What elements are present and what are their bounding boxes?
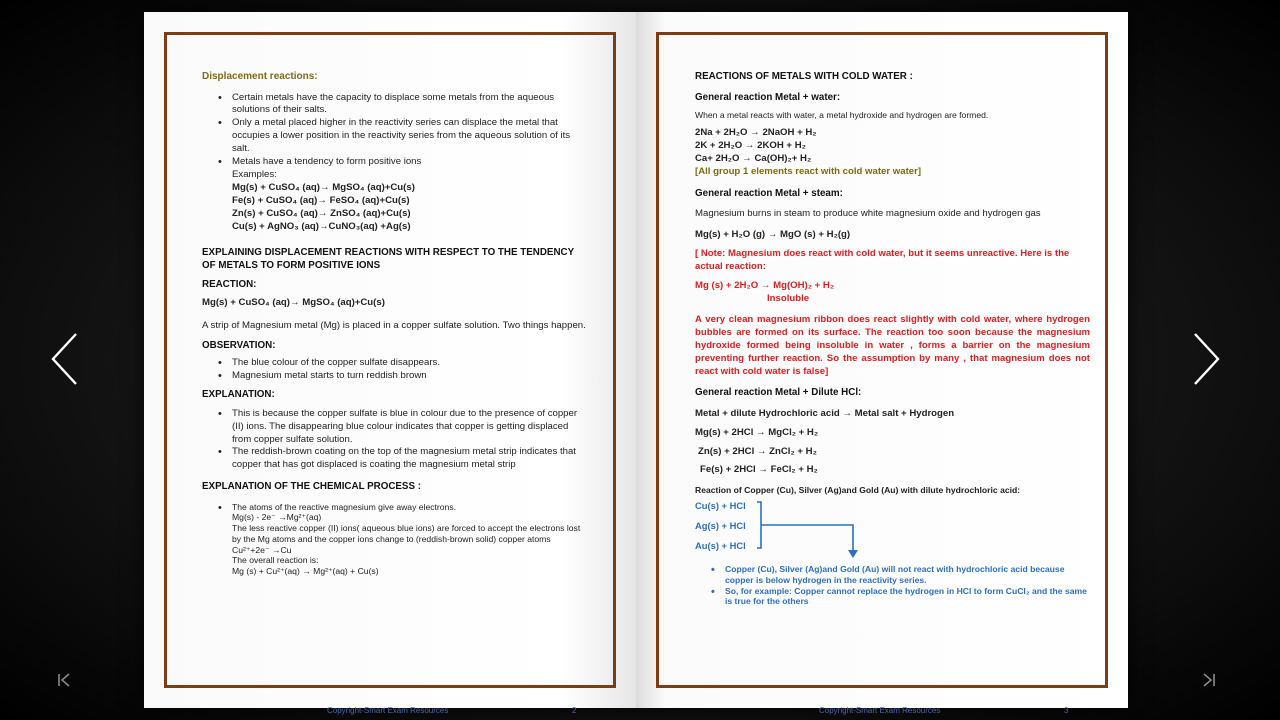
previous-page-button[interactable]	[50, 332, 80, 386]
right-page[interactable]	[636, 12, 1128, 715]
first-page-button[interactable]	[57, 672, 73, 688]
bracket-diagram	[695, 500, 1090, 564]
first-page-icon	[57, 672, 73, 688]
footer-copyright: Copyright-Smart Exam Resources	[819, 706, 941, 715]
left-page-content	[144, 12, 636, 708]
steam-paragraph: Magnesium burns in steam to produce white magnesium oxide and hydrogen gas	[695, 208, 1041, 220]
steam-equation: Mg(s) + H₂O (g) → MgO (s) + H₂(g)	[695, 229, 851, 241]
hcl-equation: Mg(s) + 2HCl → MgCl₂ + H₂	[695, 426, 819, 438]
copper-reaction-heading: Reaction of Copper (Cu), Silver (Ag)and Gold (Au) with dilute hydrochloric acid:	[695, 485, 1021, 496]
list-item: • Only a metal placed higher in the reactivity series can displace the metal that occupies a lower position in the reactivity series from the aqueous solution of its salt.	[202, 117, 586, 156]
chemical-process-label: EXPLANATION OF THE CHEMICAL PROCESS :	[202, 481, 421, 493]
magnesium-paragraph: A very clean magnesium ribbon does react slightly with cold water, where hydrogen bubbles are formed on its surface. The reaction too soon because the magnesium hydroxide formed being insoluble in water , forms a barrier on the magnesium preventing further reaction. So the assumption by many , that magnesium does not react with cold water is false]	[695, 313, 1090, 377]
list-item: • Metals have a tendency to form positive ions	[202, 156, 586, 169]
page-number: 3	[1064, 706, 1069, 715]
explanation-label: EXPLANATION:	[202, 389, 275, 401]
list-item: • Magnesium metal starts to turn reddish brown	[202, 370, 586, 383]
list-item: • So, for example: Copper cannot replace the hydrogen in HCl to form CuCl₂ and the same is true for the others	[695, 586, 1090, 607]
diagram-label: Au(s) + HCl	[695, 540, 746, 552]
next-page-button[interactable]	[1191, 332, 1221, 386]
list-item: • Certain metals have the capacity to displace some metals from the aqueous solutions of their salts.	[202, 92, 586, 118]
hcl-equation: Zn(s) + 2HCl → ZnCl₂ + H₂	[698, 445, 817, 457]
strip-paragraph: A strip of Magnesium metal (Mg) is placed in a copper sulfate solution. Two things happen.	[202, 320, 586, 332]
displacement-heading: Displacement reactions:	[202, 71, 318, 82]
process-line: Mg(s) - 2e⁻ →Mg²⁺(aq)	[232, 512, 322, 523]
water-paragraph: When a metal reacts with water, a metal hydroxide and hydrogen are formed.	[695, 110, 989, 121]
process-line: The overall reaction is:	[232, 555, 319, 566]
chevron-right-icon	[1191, 332, 1221, 386]
magnesium-equation: Mg (s) + 2H₂O → Mg(OH)₂ + H₂	[695, 279, 835, 291]
example-equation: Zn(s) + CuSO₄ (aq)→ ZnSO₄ (aq)+Cu(s)	[232, 207, 411, 219]
list-item: • The reddish-brown coating on the top of the magnesium metal strip indicates that copper that has got displaced is coating the magnesium metal strip	[202, 446, 586, 472]
bracket-arrow-icon	[695, 500, 875, 564]
water-equation: Ca+ 2H₂O → Ca(OH)₂+ H₂	[695, 153, 812, 165]
process-line: Mg (s) + Cu²⁺(aq) → Mg²⁺(aq) + Cu(s)	[232, 565, 379, 576]
explanation-list	[202, 408, 586, 473]
observation-label: OBSERVATION:	[202, 340, 276, 352]
reaction-equation: Mg(s) + CuSO₄ (aq)→ MgSO₄ (aq)+Cu(s)	[202, 297, 385, 309]
list-item: • The blue colour of the copper sulfate disappears.	[202, 357, 586, 370]
diagram-label: Ag(s) + HCl	[695, 520, 746, 532]
open-book	[144, 12, 1128, 715]
diagram-label: Cu(s) + HCl	[695, 500, 746, 512]
last-page-button[interactable]	[1200, 672, 1216, 688]
page-number: 2	[572, 706, 577, 715]
examples-label: Examples:	[232, 169, 277, 181]
process-line: Cu²⁺+2e⁻ →Cu	[232, 544, 292, 555]
example-equation: Mg(s) + CuSO₄ (aq)→ MgSO₄ (aq)+Cu(s)	[232, 182, 415, 194]
list-item: • The atoms of the reactive magnesium give away electrons.	[202, 502, 586, 513]
reaction-label: REACTION:	[202, 279, 257, 291]
explaining-heading: EXPLAINING DISPLACEMENT REACTIONS WITH RESPECT TO THE TENDENCY OF METALS TO FORM POSITIVE IONS	[202, 246, 574, 272]
list-item: • Copper (Cu), Silver (Ag)and Gold (Au) will not react with hydrochloric acid because copper is below hydrogen in the reactivity series.	[695, 564, 1090, 585]
insoluble-label: Insoluble	[767, 292, 810, 304]
metal-steam-label: General reaction Metal + steam:	[695, 187, 843, 199]
example-equation: Fe(s) + CuSO₄ (aq)→ FeSO₄ (aq)+Cu(s)	[232, 195, 410, 206]
hcl-general-equation: Metal + dilute Hydrochloric acid → Metal salt + Hydrogen	[695, 407, 955, 419]
magnesium-note: [ Note: Magnesium does react with cold water, but it seems unreactive. Here is the actual reaction:	[695, 248, 1070, 272]
water-equation: 2K + 2H₂O → 2KOH + H₂	[695, 140, 806, 152]
metal-hcl-label: General reaction Metal + Dilute HCl:	[695, 387, 862, 399]
copper-bullets	[695, 564, 1090, 607]
last-page-icon	[1200, 672, 1216, 688]
process-list	[202, 502, 586, 513]
example-equation: Cu(s) + AgNO₃ (aq)→CuNO₃(aq) +Ag(s)	[232, 220, 411, 232]
right-page-content	[636, 12, 1128, 708]
observation-list	[202, 357, 586, 383]
list-item: • This is because the copper sulfate is blue in colour due to the presence of copper (II) ions. The disappearing blue colour indicates that copper is getting displaced from copper sulfate solution.	[202, 408, 586, 447]
chevron-left-icon	[50, 332, 80, 386]
displacement-bullets	[202, 92, 586, 170]
hcl-equation: Fe(s) + 2HCl → FeCl₂ + H₂	[700, 464, 818, 476]
cold-water-heading: REACTIONS OF METALS WITH COLD WATER :	[695, 71, 913, 82]
group1-note: [All group 1 elements react with cold water water]	[695, 165, 922, 177]
left-page[interactable]	[144, 12, 636, 715]
metal-water-label: General reaction Metal + water:	[695, 92, 841, 104]
water-equation: 2Na + 2H₂O → 2NaOH + H₂	[695, 127, 817, 139]
process-line: The less reactive copper (II) ions( aqueous blue ions) are forced to accept the electrons lost by the Mg atoms and the copper ions change to (reddish-brown solid) copper atoms	[232, 523, 581, 544]
footer-copyright: Copyright-Smart Exam Resources	[327, 706, 449, 715]
